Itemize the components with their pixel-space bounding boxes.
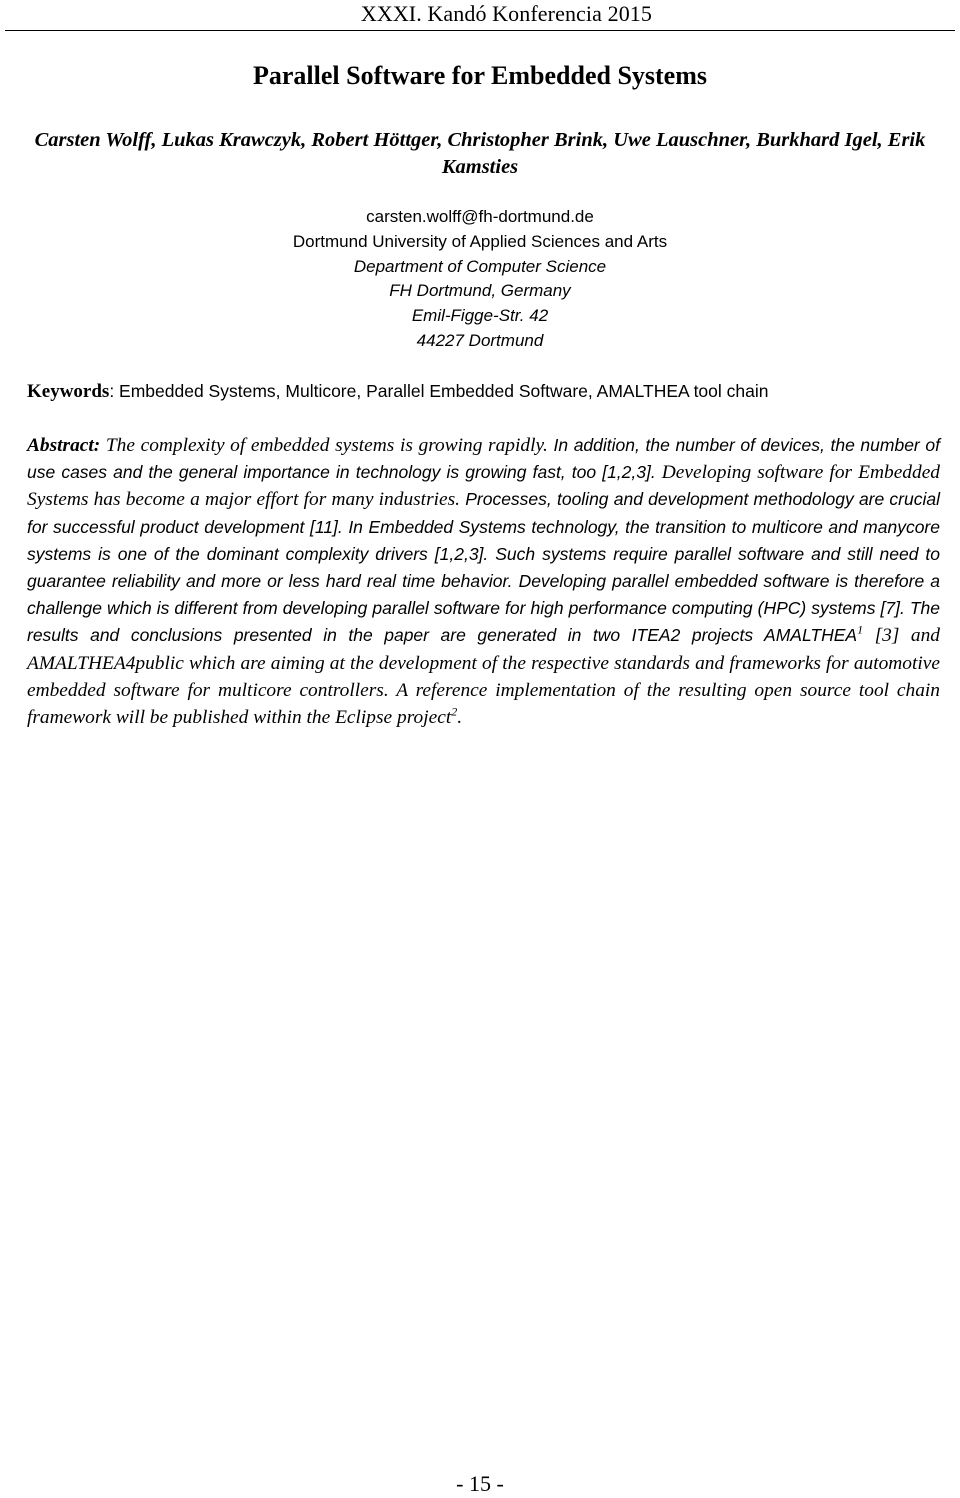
abstract-sentence-5: In Embedded Systems technology, the transition to multicore and manycore systems is one of the dominant complexity drivers [1,2,3]. Such systems require parallel software and still need to guarantee reliability and more or less hard real time behavior. Developing parallel embedded software is therefore a challenge which is different from developing parallel software for high performance computing (HPC) systems [7]. The results and conclusions presented in the paper are generated in two ITEA2 projects AMALTHEA [27, 516, 940, 646]
abstract-sentence-2: In addition, the number of devices, the number of use cases and the general importance in technology is growing fast, too [1,2,3]. [27, 435, 940, 483]
abstract-label: Abstract: [27, 435, 101, 456]
keywords-line [27, 379, 937, 404]
department-name: Department of Computer Science [353, 256, 607, 276]
institution-location: FH Dortmund, Germany [389, 281, 571, 301]
author-list: Carsten Wolff, Lukas Krawczyk, Robert Höttger, Christopher Brink, Uwe Lauschner, Burkhard Igel, Erik Kamsties [34, 129, 926, 178]
abstract-sentence-1: The complexity of embedded systems is growing rapidly. [100, 435, 548, 456]
keywords-label: Keywords [27, 381, 110, 402]
abstract-sentence-3: Developing software for Embedded Systems has become a major effort for many industries. [27, 462, 940, 511]
abstract-sentence-6: [3] and AMALTHEA4public which are aiming at the development of the respective standards and frameworks for automotive embedded software for multicore controllers. A reference implementation of the resulting open source tool chain framework will be published within the Eclipse project [27, 625, 940, 729]
author-email: carsten.wolff@fh-dortmund.de [366, 207, 594, 226]
paper-title: Parallel Software for Embedded Systems [253, 61, 707, 90]
abstract-sentence-4: Processes, tooling and development methodology are crucial for successful product development [11]. [27, 489, 940, 537]
footnote-marker-1: 1 [857, 622, 864, 637]
keywords-text: : Embedded Systems, Multicore, Parallel Embedded Software, AMALTHEA tool chain [109, 381, 769, 401]
conference-header: XXXI. Kandó Konferencia 2015 [360, 1, 652, 26]
street-address: Emil-Figge-Str. 42 [411, 306, 549, 326]
footnote-marker-2: 2 [451, 704, 458, 719]
page-number: - 15 - [456, 1471, 504, 1496]
header-divider [5, 30, 955, 31]
university-name: Dortmund University of Applied Sciences and Arts [292, 231, 668, 251]
abstract-end: . [457, 707, 463, 729]
city-postcode: 44227 Dortmund [416, 330, 544, 350]
affiliation-block [0, 205, 960, 354]
abstract-paragraph [27, 432, 940, 731]
